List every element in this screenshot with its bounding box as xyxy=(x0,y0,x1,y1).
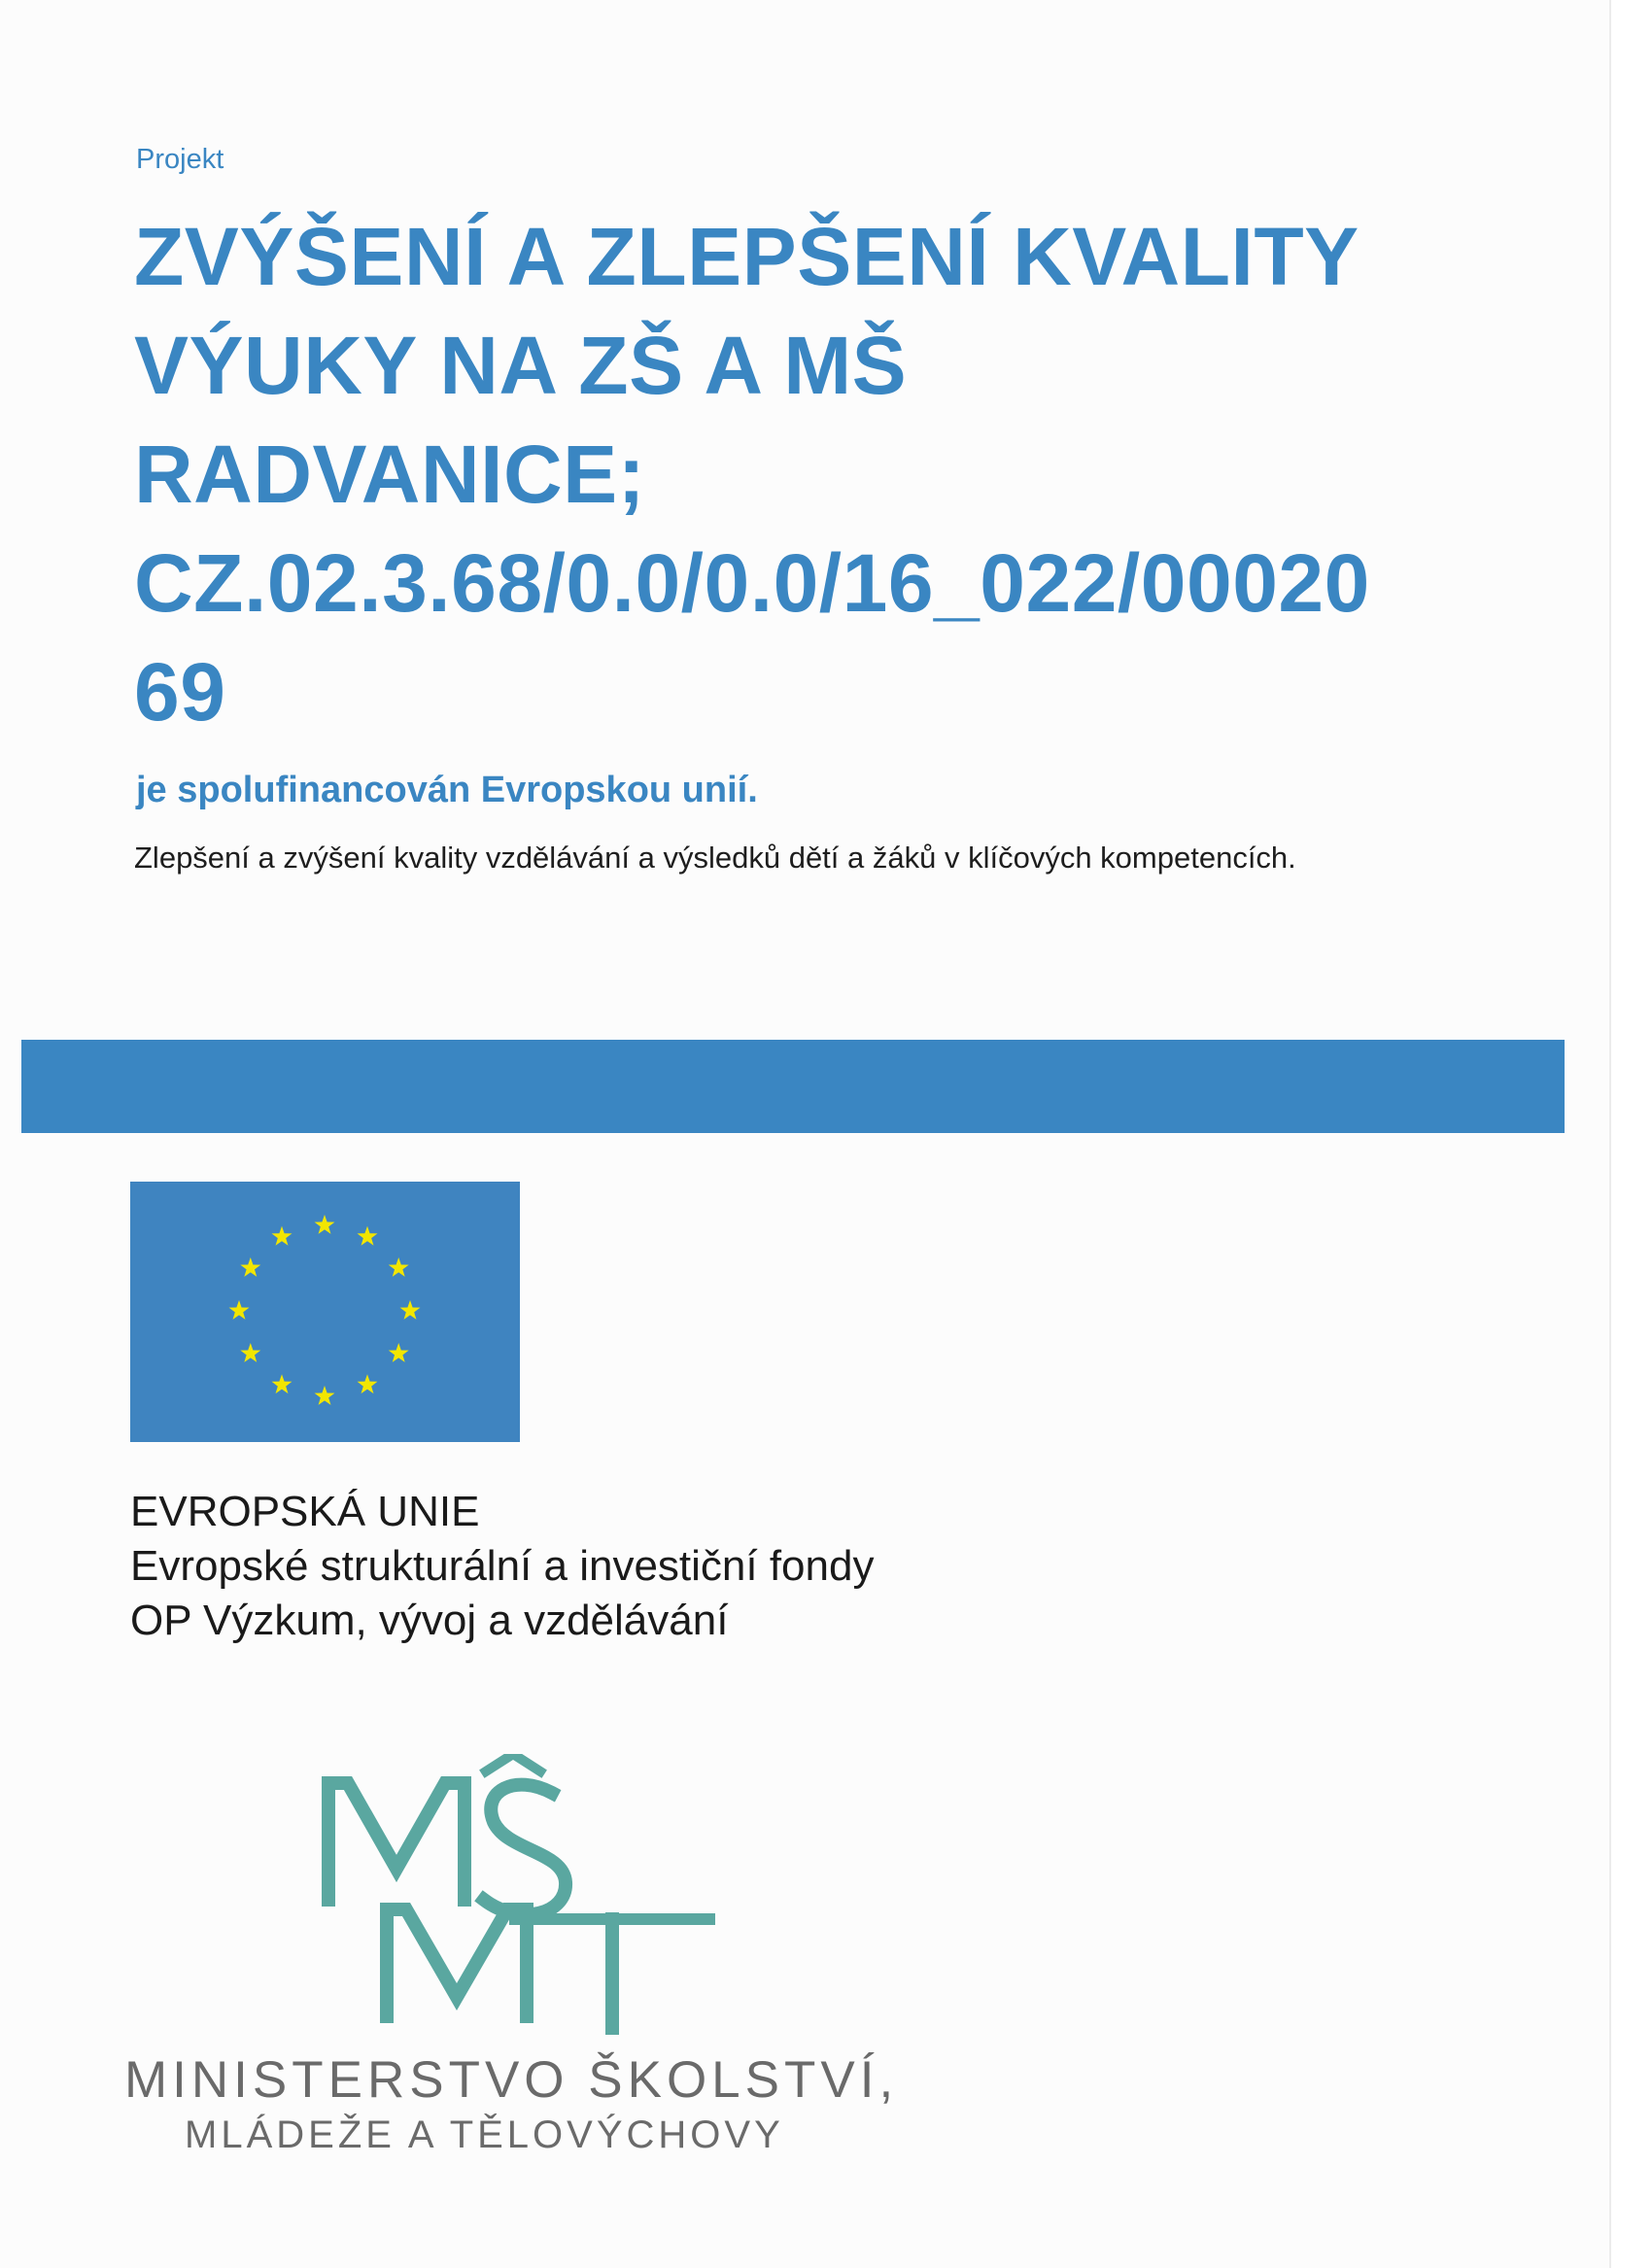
project-title-line: RADVANICE; xyxy=(134,429,646,520)
project-title xyxy=(134,202,1495,746)
ministry-name-line: MLÁDEŽE A TĚLOVÝCHOVY xyxy=(185,2113,784,2156)
eu-title: EVROPSKÁ UNIE xyxy=(130,1488,480,1535)
eu-funding-block xyxy=(130,1485,874,1648)
ministry-name-line: MINISTERSTVO ŠKOLSTVÍ, xyxy=(124,2051,899,2109)
project-label: Projekt xyxy=(136,144,224,175)
msmt-logo-icon xyxy=(321,1754,729,2036)
eu-programme-line: OP Výzkum, vývoj a vzdělávání xyxy=(130,1597,729,1644)
eu-flag-icon xyxy=(130,1182,520,1442)
project-description: Zlepšení a zvýšení kvality vzdělávání a výsledků dětí a žáků v klíčových kompetencích. xyxy=(134,841,1296,875)
project-title-line: CZ.02.3.68/0.0/0.0/16_022/00020 xyxy=(134,537,1370,629)
project-title-line: VÝUKY NA ZŠ A MŠ xyxy=(134,320,908,411)
project-title-line: ZVÝŠENÍ A ZLEPŠENÍ KVALITY xyxy=(134,211,1359,302)
eu-funds-line: Evropské strukturální a investiční fondy xyxy=(130,1542,875,1590)
cofinanced-statement: je spolufinancován Evropskou unií. xyxy=(136,770,758,810)
ministry-name xyxy=(124,2050,921,2157)
project-title-line: 69 xyxy=(134,646,226,738)
blue-divider-band xyxy=(21,1040,1565,1133)
